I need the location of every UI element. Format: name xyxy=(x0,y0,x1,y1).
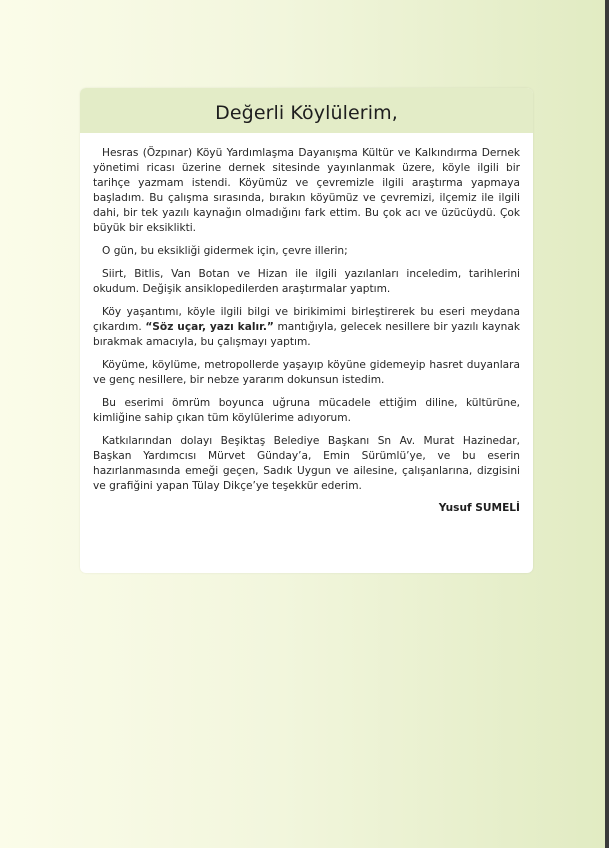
letter-body xyxy=(80,133,533,514)
paragraph: Köyüme, köylüme, metropollerde yaşayıp köyüne gidemeyip hasret duyanlara ve genç nesillere, bir nebze yararım dokunsun istedim. xyxy=(93,359,520,386)
paragraph: Bu eserimi ömrüm boyunca uğruna mücadele ettiğim diline, kültürüne, kimliğine sahip çıkan tüm köylülerime adıyorum. xyxy=(93,397,520,424)
signature: Yusuf SUMELİ xyxy=(438,502,520,514)
paragraph xyxy=(93,305,520,350)
paragraph: O gün, bu eksikliği gidermek için, çevre illerin; xyxy=(102,245,348,257)
paragraph-text: Köy yaşantımı, köyle ilgili bilgi ve birikimimi birleştirerek bu eseri meydana çıkardım. xyxy=(93,306,520,333)
paragraph: Hesras (Özpınar) Köyü Yardımlaşma Dayanışma Kültür ve Kalkındırma Dernek yönetimi ricası üzerine dernek sitesinde yayınlanmak üzere, köyle ilgili bir tarihçe yazmam istendi. Köyümüz ve çevremizle ilgili araştırma yapmaya başladım. Bu çalışma sırasında, bırakın köyümüz ve çevremizi, ilçemiz ile ilgili dahi, bir tek yazılı kaynağın olmadığını fark ettim. Bu çok acı ve üzücüydü. Çok büyük bir eksiklikti. xyxy=(93,147,520,234)
letter-header xyxy=(80,88,533,133)
quote-text: “Söz uçar, yazı kalır.” xyxy=(145,321,274,333)
page-edge xyxy=(605,0,609,848)
letter-card xyxy=(80,88,533,573)
letter-title: Değerli Köylülerim, xyxy=(215,101,398,124)
paragraph-text: mantığıyla, gelecek nesillere bir yazılı kaynak bırakmak amacıyla, bu çalışmayı yaptım. xyxy=(93,321,520,348)
paragraph: Katkılarından dolayı Beşiktaş Belediye Başkanı Sn Av. Murat Hazinedar, Başkan Yardımcısı Mürvet Günday’a, Emin Sürümlü’ye, ve bu eserin hazırlanmasında emeği geçen, Sadık Uygun ve ailesine, çalışanlarına, dizgisini ve grafiğini yapan Tülay Dikçe’ye teşekkür ederim. xyxy=(93,435,520,492)
paragraph: Siirt, Bitlis, Van Botan ve Hizan ile ilgili yazılanları inceledim, tarihlerini okudum. Değişik ansiklopedilerden araştırmalar yaptım. xyxy=(93,268,520,295)
